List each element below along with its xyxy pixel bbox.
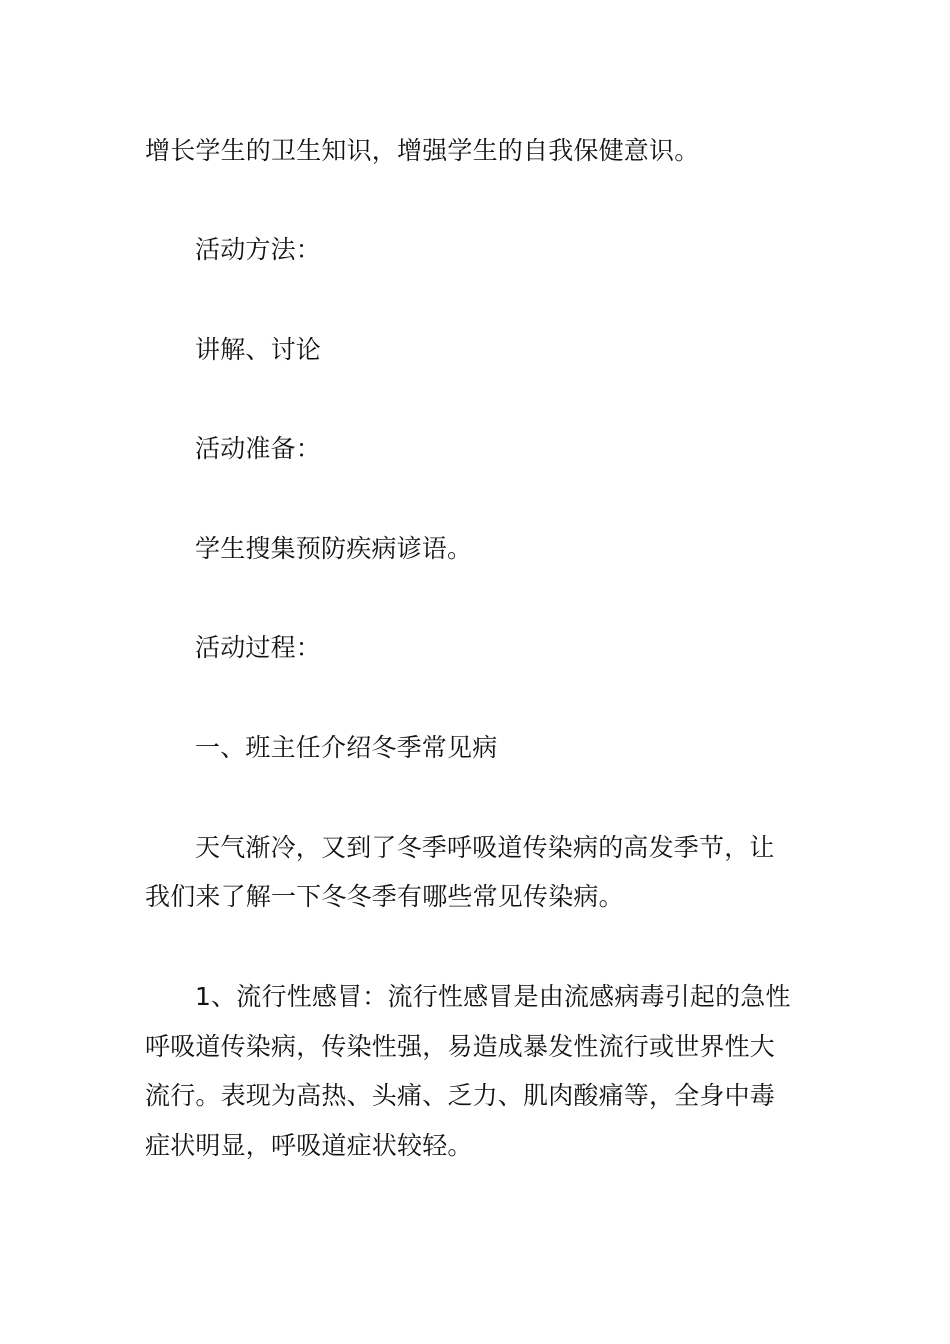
intro-text-line: 增长学生的卫生知识，增强学生的自我保健意识。 — [145, 136, 700, 165]
activity-preparation-heading: 活动准备： — [195, 434, 322, 463]
activity-process-heading: 活动过程： — [195, 633, 322, 662]
activity-preparation-content: 学生搜集预防疾病谚语。 — [195, 534, 473, 563]
activity-method-content: 讲解、讨论 — [195, 335, 322, 364]
activity-method-heading: 活动方法： — [195, 235, 322, 264]
section-heading-winter-diseases: 一、班主任介绍冬季常见病 — [195, 733, 498, 762]
paragraph-line: 流行。表现为高热、头痛、乏力、肌肉酸痛等，全身中毒 — [145, 1081, 776, 1110]
paragraph-line: 我们来了解一下冬冬季有哪些常见传染病。 — [145, 882, 624, 911]
paragraph-line: 症状明显，呼吸道症状较轻。 — [145, 1131, 473, 1160]
paragraph-line: 天气渐冷，又到了冬季呼吸道传染病的高发季节，让 — [195, 833, 775, 862]
paragraph-line: 1、流行性感冒：流行性感冒是由流感病毒引起的急性 — [195, 982, 791, 1011]
paragraph-line: 呼吸道传染病，传染性强，易造成暴发性流行或世界性大 — [145, 1032, 776, 1061]
